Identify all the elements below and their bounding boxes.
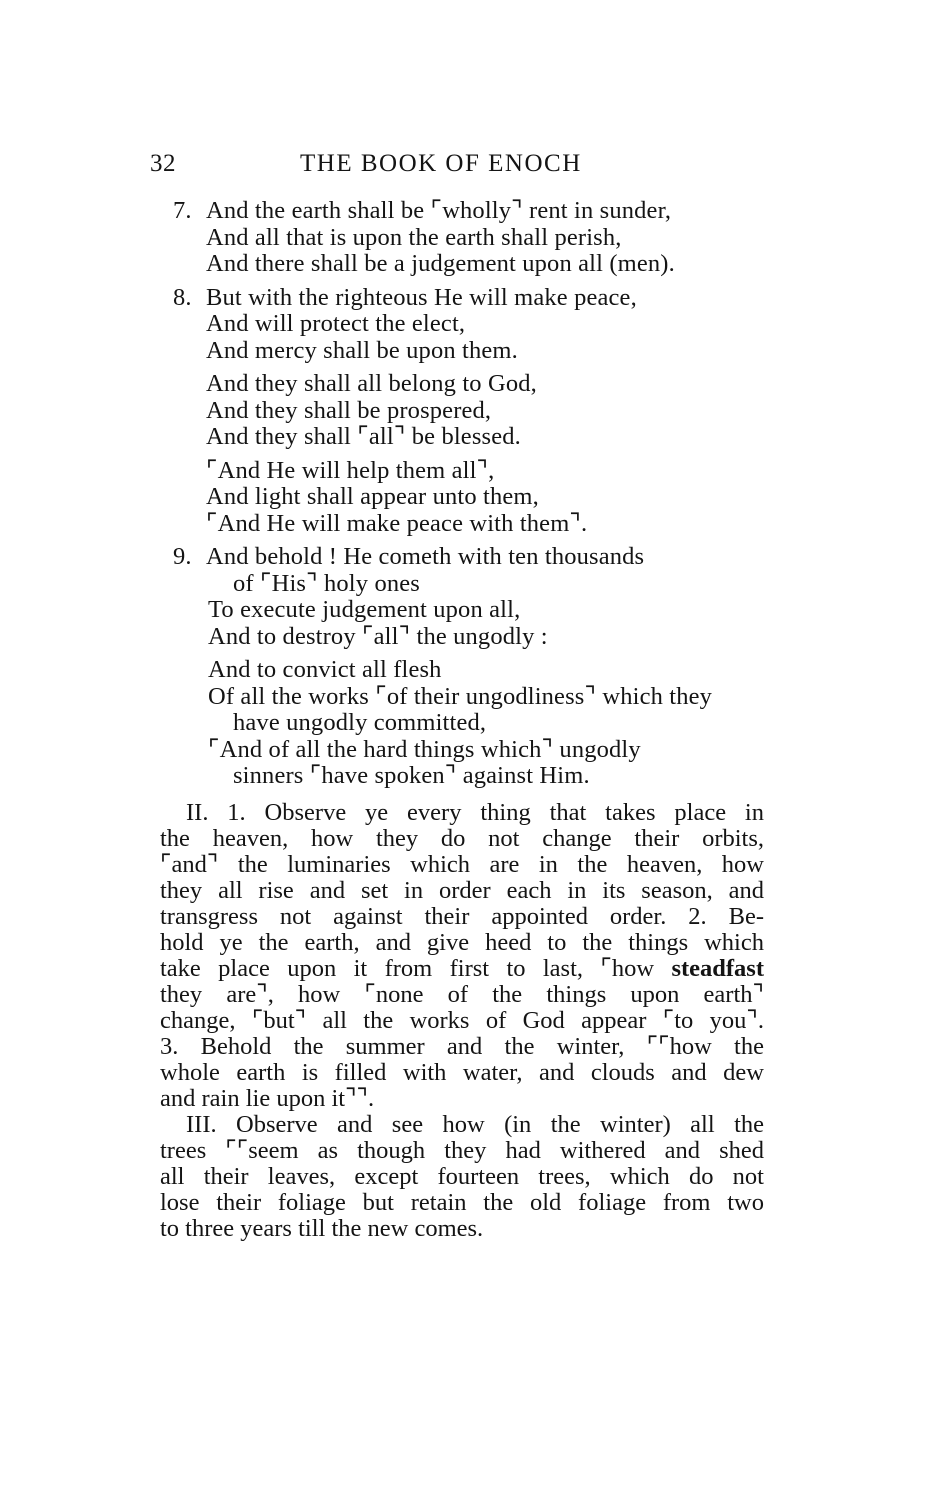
- paragraph-line: they are⌝, how ⌜none of the things upon earth⌝: [160, 980, 764, 1008]
- chapter-2-paragraph: [160, 800, 764, 1112]
- verse-line: [160, 285, 765, 312]
- paragraph-line: trees ⌜⌜seem as though they had withered and shed: [160, 1136, 764, 1164]
- verse-line: And there shall be a judgement upon all (men).: [206, 250, 675, 277]
- running-title: THE BOOK OF ENOCH: [300, 150, 582, 177]
- verse-line: sinners ⌜have spoken⌝ against Him.: [233, 762, 590, 789]
- verse-line: And will protect the elect,: [206, 310, 466, 337]
- paragraph-line: change, ⌜but⌝ all the works of God appear ⌜to you⌝.: [160, 1006, 764, 1034]
- paragraph-line: all their leaves, except fourteen trees, which do not: [160, 1162, 764, 1190]
- paragraph-line: [160, 956, 764, 982]
- verse-line: And to destroy ⌜all⌝ the ungodly :: [208, 622, 548, 650]
- paragraph-line: and rain lie upon it⌝⌝.: [160, 1084, 375, 1112]
- verse-8-stanza-1: [160, 285, 765, 365]
- verse-line: ⌜And He will make peace with them⌝.: [206, 509, 588, 537]
- paragraph-line: transgress not against their appointed order. 2. Be-: [160, 902, 764, 930]
- verse-line: And all that is upon the earth shall perish,: [206, 223, 622, 251]
- paragraph-line: III. Observe and see how (in the winter) all the: [186, 1110, 764, 1138]
- verse-line: [160, 544, 765, 571]
- verse-line: To execute judgement upon all,: [208, 596, 521, 623]
- paragraph-line: II. 1. Observe ye every thing that takes place in: [186, 798, 764, 826]
- verse-line: have ungodly committed,: [233, 709, 487, 736]
- verse-line: And they shall ⌜all⌝ be blessed.: [206, 423, 521, 450]
- verse-7: [160, 198, 765, 278]
- verse-line: And they shall all belong to God,: [206, 370, 537, 397]
- page-number: 32: [150, 150, 176, 177]
- verse-number: 7.: [173, 197, 192, 224]
- verse-9-stanza-1: [160, 544, 765, 650]
- verse-line: And mercy shall be upon them.: [206, 336, 518, 364]
- paragraph-line: to three years till the new comes.: [160, 1214, 484, 1242]
- page-header: [150, 150, 620, 186]
- verse-line: [160, 198, 765, 225]
- verse-line: And light shall appear unto them,: [206, 483, 539, 510]
- verse-8-stanza-3: [160, 458, 765, 538]
- verse-number: 9.: [173, 543, 192, 570]
- paragraph-text: take place upon it from first to last, ⌜how: [160, 954, 655, 982]
- paragraph-line: 3. Behold the summer and the winter, ⌜⌜how the: [160, 1032, 764, 1060]
- paragraph-line: lose their foliage but retain the old foliage from two: [160, 1188, 764, 1216]
- paragraph-line: hold ye the earth, and give heed to the things which: [160, 928, 764, 956]
- verse-line: of ⌜His⌝ holy ones: [233, 569, 420, 597]
- verse-line: ⌜And He will help them all⌝,: [206, 456, 495, 484]
- paragraph-line: whole earth is filled with water, and clouds and dew: [160, 1058, 764, 1086]
- verse-text: And the earth shall be ⌜wholly⌝ rent in sunder,: [206, 197, 672, 224]
- page-body: [160, 198, 765, 1242]
- paragraph-line: ⌜and⌝ the luminaries which are in the heaven, how: [160, 850, 764, 878]
- verse-text: But with the righteous He will make peace,: [206, 283, 637, 311]
- verse-9-stanza-2: [160, 657, 765, 790]
- verse-line: ⌜And of all the hard things which⌝ ungodly: [208, 735, 641, 763]
- paragraph-line: they all rise and set in order each in its season, and: [160, 876, 764, 904]
- bold-word: steadfast: [671, 954, 764, 982]
- verse-number: 8.: [173, 283, 192, 311]
- chapter-3-paragraph: [160, 1112, 764, 1242]
- paragraph-line: the heaven, how they do not change their orbits,: [160, 824, 764, 852]
- verse-text: And behold ! He cometh with ten thousands: [206, 543, 645, 570]
- verse-8-stanza-2: [160, 371, 765, 451]
- verse-line: And they shall be prospered,: [206, 396, 492, 424]
- verse-line: Of all the works ⌜of their ungodliness⌝ which they: [208, 682, 713, 710]
- verse-line: And to convict all flesh: [208, 656, 442, 683]
